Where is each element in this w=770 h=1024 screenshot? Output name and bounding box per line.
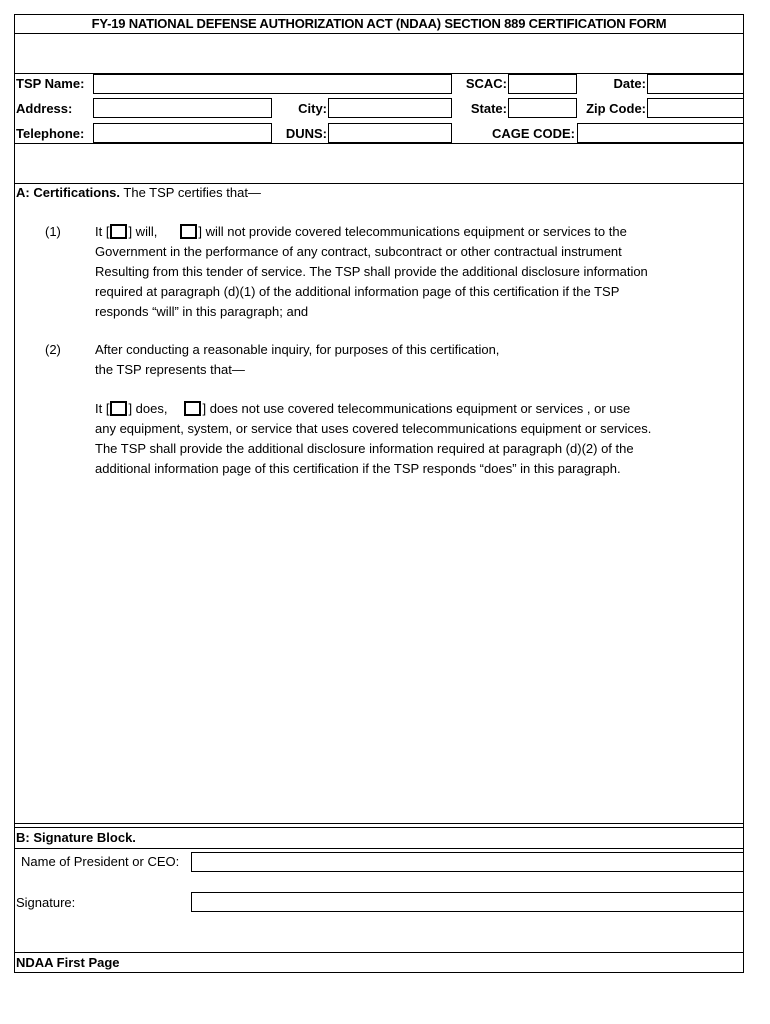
item-1-line: Government in the performance of any contract, subcontract or other contractual instrument — [95, 244, 622, 259]
president-label: Name of President or CEO: — [21, 854, 180, 869]
cage-code-label: CAGE CODE: — [491, 126, 575, 141]
divider — [14, 33, 744, 34]
telephone-field[interactable] — [93, 123, 272, 143]
item-1-line: responds “will” in this paragraph; and — [95, 304, 309, 319]
state-label: State: — [470, 101, 507, 116]
duns-label: DUNS: — [285, 126, 327, 141]
divider — [14, 143, 744, 144]
item-2-it-prefix: It [ — [95, 401, 110, 416]
section-a-heading-row — [16, 183, 261, 203]
item-1-choice-line — [95, 222, 648, 242]
address-field[interactable] — [93, 98, 272, 118]
address-label: Address: — [16, 101, 73, 116]
item-1-line: Resulting from this tender of service. The TSP shall provide the additional disclosure information — [95, 264, 648, 279]
item-2-line: additional information page of this certification if the TSP responds “does” in this paragraph. — [95, 461, 621, 476]
form-title: FY-19 NATIONAL DEFENSE AUTHORIZATION ACT (NDAA) SECTION 889 CERTIFICATION FORM — [91, 16, 667, 31]
does-not-label: ] does not use covered telecommunications equipment or services , or use — [202, 401, 631, 416]
duns-field[interactable] — [328, 123, 452, 143]
item-2-intro-line: After conducting a reasonable inquiry, for purposes of this certification, — [95, 342, 500, 357]
signature-field[interactable] — [191, 892, 744, 912]
item-2-number: (2) — [45, 342, 61, 357]
telephone-label: Telephone: — [16, 126, 85, 141]
item-2-paragraph — [95, 399, 651, 479]
item-1-line: required at paragraph (d)(1) of the additional information page of this certification if the TSP — [95, 284, 620, 299]
divider — [14, 848, 744, 849]
footer-label: NDAA First Page — [16, 955, 120, 970]
item-2-choice-line — [95, 399, 651, 419]
will-not-checkbox[interactable] — [180, 224, 197, 239]
tsp-name-field[interactable] — [93, 74, 452, 94]
item-2-intro-line: the TSP represents that— — [95, 362, 245, 377]
scac-field[interactable] — [508, 74, 577, 94]
divider — [14, 823, 744, 824]
does-checkbox[interactable] — [110, 401, 127, 416]
does-not-checkbox[interactable] — [184, 401, 201, 416]
city-field[interactable] — [328, 98, 452, 118]
tsp-name-label: TSP Name: — [16, 76, 85, 91]
signature-label: Signature: — [16, 895, 76, 910]
city-label: City: — [298, 101, 327, 116]
section-b-heading: B: Signature Block. — [16, 830, 136, 845]
will-label: ] will, — [128, 224, 158, 239]
will-checkbox[interactable] — [110, 224, 127, 239]
item-2-intro — [95, 340, 499, 380]
date-label: Date: — [613, 76, 646, 91]
scac-label: SCAC: — [465, 76, 507, 91]
will-not-label: ] will not provide covered telecommunications equipment or services to the — [198, 224, 627, 239]
divider — [14, 952, 744, 953]
zip-code-field[interactable] — [647, 98, 744, 118]
date-field[interactable] — [647, 74, 744, 94]
section-a-intro: The TSP certifies that— — [123, 185, 261, 200]
zip-code-label: Zip Code: — [586, 101, 646, 116]
item-1-it-prefix: It [ — [95, 224, 110, 239]
president-name-field[interactable] — [191, 852, 744, 872]
divider — [14, 827, 744, 828]
item-2-line: The TSP shall provide the additional disclosure information required at paragraph (d)(2) of the — [95, 441, 634, 456]
does-label: ] does, — [128, 401, 168, 416]
item-1-number: (1) — [45, 224, 61, 239]
state-field[interactable] — [508, 98, 577, 118]
cage-code-field[interactable] — [577, 123, 744, 143]
section-a-heading: A: Certifications. — [16, 185, 121, 200]
item-1-paragraph — [95, 222, 648, 322]
item-2-line: any equipment, system, or service that uses covered telecommunications equipment or services. — [95, 421, 652, 436]
